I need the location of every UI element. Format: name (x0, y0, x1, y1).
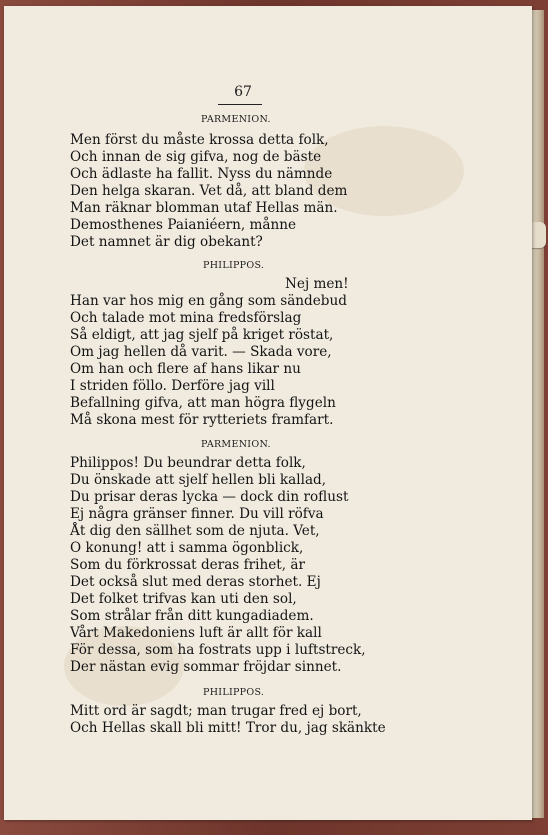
speaker-name: PARMENION. (201, 114, 271, 125)
speaker-name: PHILIPPOS. (203, 687, 265, 698)
page-number: 67 (234, 84, 252, 100)
verse-line: Som strålar från ditt kungadiadem. (70, 608, 314, 624)
verse-line: Vårt Makedoniens luft är allt för kall (70, 625, 322, 641)
verse-line: Demosthenes Paianiéern, månne (70, 217, 297, 233)
verse-line: Mitt ord är sagdt; man trugar fred ej bort, (70, 703, 362, 719)
verse-line: Må skona mest för rytteriets framfart. (70, 412, 334, 428)
verse-line: Men först du måste krossa detta folk, (70, 132, 329, 148)
verse-line: Befallning gifva, att man högra flygeln (70, 395, 336, 411)
verse-line: För dessa, som ha fostrats upp i luftstreck, (70, 642, 366, 658)
speaker-name: PHILIPPOS. (203, 260, 265, 271)
verse-line: Och Hellas skall bli mitt! Tror du, jag skänkte (70, 720, 386, 736)
page-number-rule (218, 104, 262, 105)
verse-line: I striden föllo. Derföre jag vill (70, 378, 275, 394)
verse-line: Det folket trifvas kan uti den sol, (70, 591, 297, 607)
verse-line: Om jag hellen då varit. — Skada vore, (70, 344, 332, 360)
verse-line: Den helga skaran. Vet då, att bland dem (70, 183, 348, 199)
verse-line: O konung! att i samma ögonblick, (70, 540, 304, 556)
verse-line: Han var hos mig en gång som sändebud (70, 293, 347, 309)
book-page (4, 6, 532, 820)
verse-line: Som du förkrossat deras frihet, är (70, 557, 305, 573)
verse-line: Om han och flere af hans likar nu (70, 361, 301, 377)
page-stack-edge (532, 10, 544, 818)
verse-line: Så eldigt, att jag sjelf på kriget röstat, (70, 327, 334, 343)
verse-line: Det också slut med deras storhet. Ej (70, 574, 321, 590)
verse-line: Åt dig den sällhet som de njuta. Vet, (70, 523, 320, 539)
speaker-name: PARMENION. (201, 439, 271, 450)
verse-line: Och ädlaste ha fallit. Nyss du nämnde (70, 166, 333, 182)
verse-line: Du önskade att sjelf hellen bli kallad, (70, 472, 327, 488)
verse-line: Nej men! (285, 276, 349, 292)
verse-line: Och talade mot mina fredsförslag (70, 310, 302, 326)
verse-line: Philippos! Du beundrar detta folk, (70, 455, 306, 471)
verse-line: Man räknar blomman utaf Hellas män. (70, 200, 338, 216)
verse-line: Och innan de sig gifva, nog de bäste (70, 149, 322, 165)
verse-line: Ej några gränser finner. Du vill röfva (70, 506, 324, 522)
verse-line: Du prisar deras lycka — dock din roflust (70, 489, 349, 505)
verse-line: Det namnet är dig obekant? (70, 234, 263, 250)
verse-line: Der nästan evig sommar fröjdar sinnet. (70, 659, 342, 675)
